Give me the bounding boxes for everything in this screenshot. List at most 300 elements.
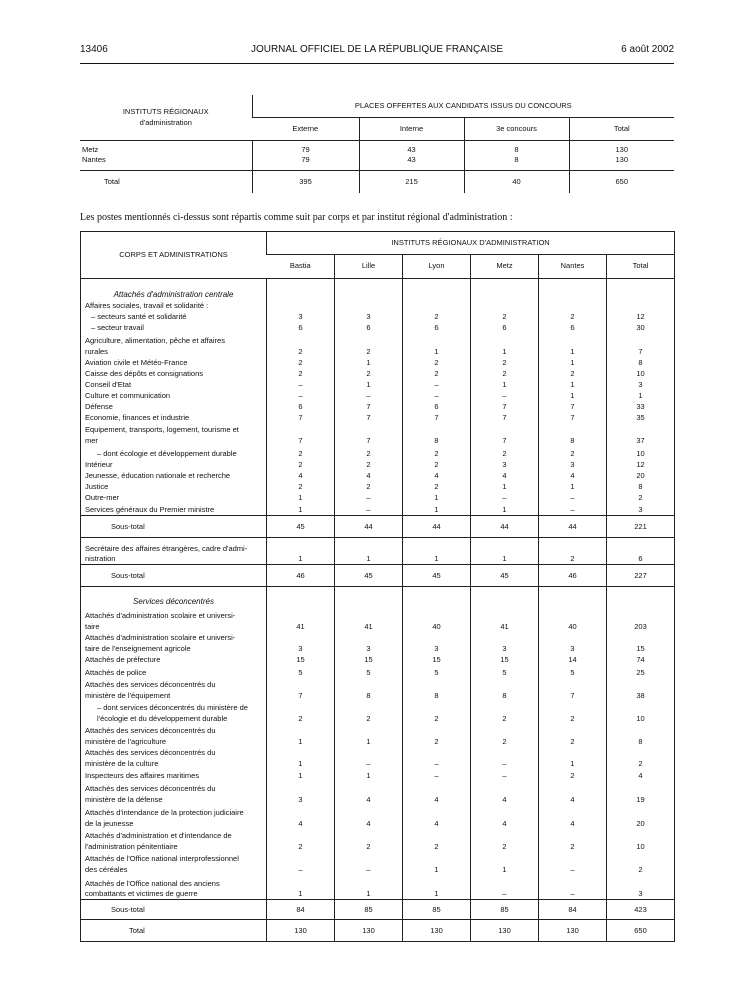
- table-cell: 8: [464, 155, 569, 165]
- empty-cell: [471, 301, 539, 311]
- empty-cell: [539, 587, 607, 607]
- col-header-interne: Interne: [359, 118, 464, 141]
- table-cell: 423: [607, 900, 675, 920]
- table-cell: 650: [569, 170, 674, 193]
- row-label-cell: [81, 852, 267, 875]
- table-cell: 2: [607, 492, 675, 503]
- row-label-cell: [81, 492, 267, 503]
- table-cell: 2: [607, 747, 675, 769]
- row-label-cell: [81, 781, 267, 805]
- row-label-cell: [81, 678, 267, 701]
- row-label: – secteurs santé et solidarité: [91, 311, 187, 321]
- table-cell: 215: [359, 170, 464, 193]
- table-cell: 1: [539, 747, 607, 769]
- table-cell: 8: [403, 678, 471, 701]
- table-cell: 6: [471, 322, 539, 333]
- table-cell: 2: [471, 829, 539, 852]
- table-cell: 203: [607, 607, 675, 632]
- col-header-total: Total: [569, 118, 674, 141]
- table-cell: 4: [335, 470, 403, 481]
- subtotal-row: [81, 565, 675, 587]
- table-cell: 2: [403, 311, 471, 322]
- row-label: Inspecteurs des affaires maritimes: [85, 770, 200, 780]
- table-cell: 30: [607, 322, 675, 333]
- col-header-lyon: Lyon: [403, 255, 471, 279]
- table-cell: 4: [267, 805, 335, 829]
- table-row: [81, 678, 675, 701]
- table-cell: –: [335, 390, 403, 401]
- table-cell: 1: [471, 503, 539, 516]
- table-cell: 2: [471, 446, 539, 459]
- table-cell: 5: [335, 665, 403, 678]
- row-label-cell: [81, 333, 267, 357]
- empty-cell: [607, 279, 675, 301]
- table-cell: 46: [267, 565, 335, 587]
- section-heading: Services déconcentrés: [133, 596, 214, 606]
- table-cell: 1: [403, 503, 471, 516]
- table-cell: 43: [359, 155, 464, 165]
- table-cell: 6: [267, 322, 335, 333]
- row-label: Total: [129, 925, 145, 935]
- table-cell: 12: [607, 311, 675, 322]
- table-cell: –: [471, 769, 539, 781]
- table-cell: 1: [539, 390, 607, 401]
- table-row: [81, 412, 675, 423]
- table-cell: –: [539, 875, 607, 900]
- table-cell: 1: [267, 538, 335, 565]
- table-cell: 1: [267, 875, 335, 900]
- row-label-cell: [81, 357, 267, 368]
- table-cell: 7: [539, 678, 607, 701]
- table-cell: 4: [471, 781, 539, 805]
- row-label-cell: [81, 503, 267, 516]
- table-cell: 1: [539, 333, 607, 357]
- table-cell: 1: [403, 333, 471, 357]
- table-cell: –: [335, 492, 403, 503]
- table-cell: 3: [471, 459, 539, 470]
- table-cell: 1: [471, 379, 539, 390]
- table-cell: 2: [403, 459, 471, 470]
- table-cell: 3: [335, 311, 403, 322]
- table-cell: –: [335, 747, 403, 769]
- empty-cell: [267, 279, 335, 301]
- table-row: [81, 446, 675, 459]
- empty-cell: [471, 587, 539, 607]
- table-cell: 37: [607, 423, 675, 446]
- empty-cell: [267, 301, 335, 311]
- table-cell: 1: [335, 379, 403, 390]
- table-cell: 33: [607, 401, 675, 412]
- table-cell: 8: [607, 357, 675, 368]
- table-cell: 2: [267, 459, 335, 470]
- table-cell: –: [471, 747, 539, 769]
- table-row: [81, 654, 675, 665]
- table-cell: 8: [335, 678, 403, 701]
- row-label-cell: [81, 665, 267, 678]
- table-cell: 130: [569, 155, 674, 165]
- row-label-cell: [81, 423, 267, 446]
- table-cell: 44: [471, 516, 539, 538]
- row-label: Attachés des services déconcentrés du ministère de la culture: [85, 748, 216, 768]
- table-cell: 84: [267, 900, 335, 920]
- table-row: [81, 390, 675, 401]
- row-label: Attachés d'administration scolaire et universi- taire: [85, 611, 236, 631]
- table-row: [81, 829, 675, 852]
- table-cell: 4: [607, 769, 675, 781]
- table-cell: 8: [471, 678, 539, 701]
- row-label-cell: [81, 470, 267, 481]
- table-cell: 4: [335, 781, 403, 805]
- publication-date: 6 août 2002: [621, 44, 674, 55]
- table-cell: –: [539, 852, 607, 875]
- table-cell: –: [403, 379, 471, 390]
- table-cell: 7: [471, 412, 539, 423]
- table-cell: –: [471, 492, 539, 503]
- table-cell: 7: [335, 412, 403, 423]
- table-cell: 4: [403, 470, 471, 481]
- table-cell: 3: [403, 632, 471, 654]
- table-cell: 2: [335, 459, 403, 470]
- table-row: [81, 805, 675, 829]
- table-cell: 15: [267, 654, 335, 665]
- row-label: Sous-total: [111, 570, 145, 580]
- table-cell: 2: [539, 769, 607, 781]
- table-cell: 2: [539, 446, 607, 459]
- table-row: [81, 724, 675, 747]
- table-cell: –: [267, 390, 335, 401]
- table-cell: 130: [471, 920, 539, 942]
- table-cell: 2: [267, 481, 335, 492]
- row-label: Jeunesse, éducation nationale et recherche: [85, 470, 231, 480]
- table-cell: 2: [471, 311, 539, 322]
- table-cell: 7: [403, 412, 471, 423]
- table-row: [81, 459, 675, 470]
- empty-cell: [471, 279, 539, 301]
- table-cell: 25: [607, 665, 675, 678]
- table-row: [81, 368, 675, 379]
- row-label-cell: [81, 805, 267, 829]
- table-cell: –: [471, 390, 539, 401]
- table-cell: 44: [539, 516, 607, 538]
- table-row: [81, 852, 675, 875]
- table-cell: 2: [607, 852, 675, 875]
- table-row: [81, 322, 675, 333]
- table-cell: 7: [267, 412, 335, 423]
- table-cell: 6: [267, 401, 335, 412]
- row-label-cell: [81, 701, 267, 724]
- table-cell: 1: [403, 875, 471, 900]
- table-cell: 3: [267, 311, 335, 322]
- table-cell: 41: [335, 607, 403, 632]
- table-cell: 3: [539, 632, 607, 654]
- col-header-nantes: Nantes: [539, 255, 607, 279]
- table-cell: –: [539, 503, 607, 516]
- table-cell: 46: [539, 565, 607, 587]
- table-cell: 130: [335, 920, 403, 942]
- table-cell: 35: [607, 412, 675, 423]
- page-number: 13406: [80, 44, 108, 55]
- distribution-body: [81, 279, 675, 942]
- header-rule: [80, 63, 674, 64]
- section-heading-row: [81, 279, 675, 301]
- table-cell: 4: [403, 781, 471, 805]
- table-cell: 4: [471, 470, 539, 481]
- empty-cell: [539, 301, 607, 311]
- table-cell: 79: [252, 145, 359, 155]
- table-cell: 2: [267, 701, 335, 724]
- table-cell: 2: [267, 829, 335, 852]
- row-label: Aviation civile et Météo-France: [85, 357, 188, 367]
- row-label-cell: [81, 390, 267, 401]
- table-cell: 15: [335, 654, 403, 665]
- empty-cell: [335, 279, 403, 301]
- row-label-cell: [81, 607, 267, 632]
- total-row: [81, 920, 675, 942]
- table-cell: 5: [471, 665, 539, 678]
- table-cell: 4: [539, 781, 607, 805]
- table-cell: 41: [471, 607, 539, 632]
- col-header-bastia: Bastia: [267, 255, 335, 279]
- table-cell: 2: [403, 701, 471, 724]
- table-cell: 2: [335, 701, 403, 724]
- subtotal-row: [81, 516, 675, 538]
- table-cell: 2: [403, 368, 471, 379]
- table-cell: 10: [607, 829, 675, 852]
- table-cell: 3: [267, 781, 335, 805]
- row-label: Metz: [82, 145, 99, 154]
- table-cell: 44: [335, 516, 403, 538]
- row-label-cell: [81, 829, 267, 852]
- page-header: [80, 44, 674, 58]
- row-label: Défense: [85, 401, 113, 411]
- table-cell: 15: [403, 654, 471, 665]
- row-label: Attachés d'administration et d'intendance de l'administration pénitentiaire: [85, 831, 232, 851]
- row-label-cell: [81, 516, 267, 538]
- table-cell: 2: [335, 368, 403, 379]
- table-cell: 10: [607, 701, 675, 724]
- table-cell: 2: [471, 368, 539, 379]
- row-label-cell: [81, 368, 267, 379]
- table-cell: 14: [539, 654, 607, 665]
- table-cell: 130: [267, 920, 335, 942]
- table-cell: –: [335, 503, 403, 516]
- table-cell: 19: [607, 781, 675, 805]
- distribution-table: [80, 231, 675, 942]
- table-cell: 45: [335, 565, 403, 587]
- table-cell: 40: [539, 607, 607, 632]
- group-heading-row: [81, 301, 675, 311]
- row-label: Caisse des dépôts et consignations: [85, 368, 203, 378]
- table-cell: 1: [471, 538, 539, 565]
- row-label: Sous-total: [111, 904, 145, 914]
- table-cell: 45: [267, 516, 335, 538]
- empty-cell: [539, 279, 607, 301]
- instituts-group-header: INSTITUTS RÉGIONAUX D'ADMINISTRATION: [267, 232, 675, 255]
- table-cell: 85: [471, 900, 539, 920]
- table-row: [81, 607, 675, 632]
- table-cell: 8: [403, 423, 471, 446]
- row-label-cell: [81, 565, 267, 587]
- table-row: [81, 632, 675, 654]
- intro-sentence: Les postes mentionnés ci-dessus sont répartis comme suit par corps et par institut régional d'administration :: [80, 212, 513, 223]
- places-row-header: INSTITUTS RÉGIONAUX d'administration: [80, 95, 252, 141]
- row-label: Attachés d'administration scolaire et universi- taire de l'enseignement agricole: [85, 633, 236, 653]
- table-row: [81, 333, 675, 357]
- table-cell: 3: [267, 632, 335, 654]
- table-cell: 3: [607, 503, 675, 516]
- row-label: – dont écologie et développement durable: [97, 448, 237, 458]
- table-cell: 130: [539, 920, 607, 942]
- table-cell: 7: [539, 401, 607, 412]
- table-cell: 395: [252, 170, 359, 193]
- table-cell: 227: [607, 565, 675, 587]
- table-cell: 7: [267, 678, 335, 701]
- table-cell: 4: [267, 470, 335, 481]
- table-cell: 1: [267, 747, 335, 769]
- empty-cell: [267, 587, 335, 607]
- row-label-cell: [81, 481, 267, 492]
- col-header-total: Total: [607, 255, 675, 279]
- empty-cell: [403, 587, 471, 607]
- row-label: Secrétaire des affaires étrangères, cadre d'admi- nistration: [85, 543, 248, 563]
- table-cell: 4: [471, 805, 539, 829]
- table-cell: 7: [607, 333, 675, 357]
- row-label-cell: [81, 632, 267, 654]
- col-header-metz: Metz: [471, 255, 539, 279]
- table-cell: 1: [267, 503, 335, 516]
- table-cell: 1: [471, 481, 539, 492]
- row-label: Attachés des services déconcentrés du ministère de la défense: [85, 784, 216, 804]
- table-cell: –: [403, 747, 471, 769]
- row-label: – dont services déconcentrés du ministère de l'écologie et du développement durable: [97, 703, 248, 723]
- table-cell: 1: [539, 357, 607, 368]
- table-row: [81, 481, 675, 492]
- table-cell: 2: [267, 368, 335, 379]
- row-label-cell: [81, 446, 267, 459]
- table-row: [80, 145, 674, 155]
- table-cell: 2: [539, 724, 607, 747]
- empty-cell: [607, 587, 675, 607]
- table-row: [81, 357, 675, 368]
- table-cell: 1: [335, 769, 403, 781]
- table-cell: 43: [359, 145, 464, 155]
- table-cell: 1: [267, 492, 335, 503]
- table-cell: 8: [539, 423, 607, 446]
- row-label: Outre-mer: [85, 492, 120, 502]
- table-cell: 3: [539, 459, 607, 470]
- row-label: Attachés des services déconcentrés du ministère de l'agriculture: [85, 726, 216, 746]
- row-label: Culture et communication: [85, 390, 171, 400]
- table-cell: 130: [403, 920, 471, 942]
- table-cell: 7: [471, 401, 539, 412]
- table-cell: 4: [335, 805, 403, 829]
- table-cell: 1: [403, 538, 471, 565]
- table-cell: 1: [335, 538, 403, 565]
- table-cell: 2: [335, 481, 403, 492]
- corps-row-header: CORPS ET ADMINISTRATIONS: [81, 232, 267, 279]
- table-cell: 2: [403, 481, 471, 492]
- table-cell: 2: [539, 311, 607, 322]
- table-cell: 5: [539, 665, 607, 678]
- table-cell: 1: [607, 390, 675, 401]
- row-label-cell: [81, 747, 267, 769]
- empty-cell: [403, 301, 471, 311]
- table-row: [81, 470, 675, 481]
- table-cell: 2: [403, 446, 471, 459]
- table-cell: 10: [607, 368, 675, 379]
- places-group-header: PLACES OFFERTES AUX CANDIDATS ISSUS DU CONCOURS: [252, 95, 674, 118]
- table-cell: 15: [471, 654, 539, 665]
- row-label-cell: [81, 769, 267, 781]
- table-cell: 7: [267, 423, 335, 446]
- table-cell: 10: [607, 446, 675, 459]
- table-cell: –: [267, 852, 335, 875]
- table-cell: 1: [335, 875, 403, 900]
- table-row: [81, 379, 675, 390]
- row-label: – secteur travail: [91, 322, 144, 332]
- table-cell: 38: [607, 678, 675, 701]
- table-cell: 2: [471, 701, 539, 724]
- row-label: Justice: [85, 481, 109, 491]
- table-cell: 650: [607, 920, 675, 942]
- table-row: [81, 538, 675, 565]
- table-cell: 1: [403, 492, 471, 503]
- col-header-lille: Lille: [335, 255, 403, 279]
- row-label-cell: [81, 900, 267, 920]
- table-cell: 79: [252, 155, 359, 165]
- table-cell: 20: [607, 470, 675, 481]
- table-cell: 3: [607, 379, 675, 390]
- row-label: Attachés d'intendance de la protection judiciaire de la jeunesse: [85, 808, 244, 828]
- row-label: Agriculture, alimentation, pêche et affaires rurales: [85, 336, 225, 356]
- table-row: [81, 492, 675, 503]
- table-cell: 130: [569, 145, 674, 155]
- table-row: [81, 747, 675, 769]
- table-cell: 2: [539, 538, 607, 565]
- table-cell: 4: [539, 470, 607, 481]
- table-cell: 2: [539, 701, 607, 724]
- table-cell: 1: [471, 852, 539, 875]
- table-row: [81, 311, 675, 322]
- table-cell: 2: [403, 357, 471, 368]
- table-cell: 7: [471, 423, 539, 446]
- table-row: [81, 781, 675, 805]
- table-row: [81, 401, 675, 412]
- table-cell: 2: [403, 829, 471, 852]
- section-heading: Attachés d'administration centrale: [113, 290, 234, 300]
- table-cell: 45: [471, 565, 539, 587]
- table-cell: –: [403, 769, 471, 781]
- row-label: Attachés de police: [85, 667, 147, 677]
- table-cell: 2: [335, 333, 403, 357]
- table-cell: 8: [607, 724, 675, 747]
- table-cell: 1: [335, 724, 403, 747]
- group-heading: Affaires sociales, travail et solidarité :: [85, 300, 209, 310]
- table-cell: 2: [267, 357, 335, 368]
- table-cell: 4: [403, 805, 471, 829]
- table-cell: 15: [607, 632, 675, 654]
- table-cell: 1: [403, 852, 471, 875]
- table-row: [81, 665, 675, 678]
- row-label: Sous-total: [111, 521, 145, 531]
- table-cell: 1: [471, 333, 539, 357]
- table-cell: –: [471, 875, 539, 900]
- row-label-cell: [81, 412, 267, 423]
- table-cell: 2: [267, 333, 335, 357]
- row-label-cell: [81, 920, 267, 942]
- table-cell: 3: [335, 632, 403, 654]
- table-cell: 7: [335, 423, 403, 446]
